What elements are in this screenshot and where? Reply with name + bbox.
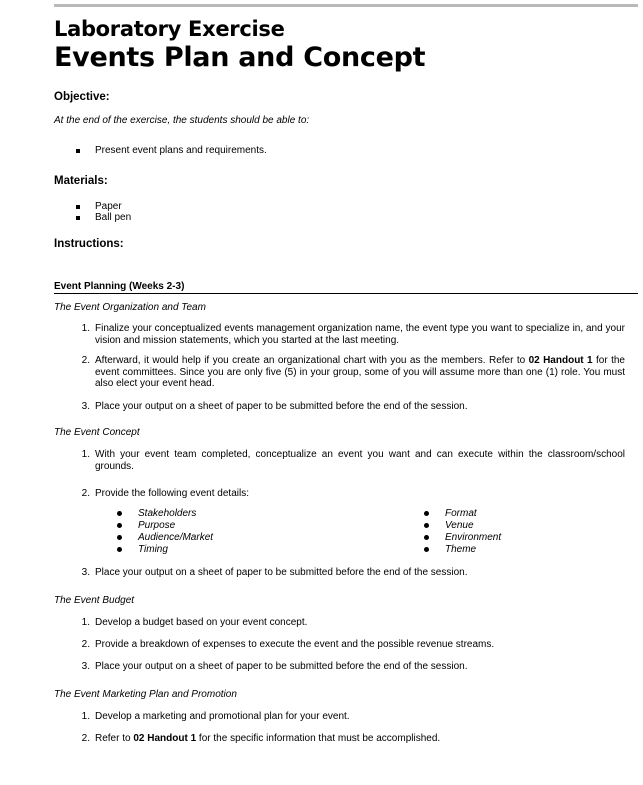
list-number: 3. — [81, 661, 90, 672]
bullet-dot-icon — [117, 547, 122, 552]
section-rule — [54, 293, 638, 294]
list-number: 2. — [81, 733, 90, 744]
detail-item: Format — [424, 508, 477, 520]
list-item: With your event team completed, conceptualize an event you want and can execute within the classroom/school grounds. — [95, 449, 625, 472]
list-number: 2. — [81, 488, 90, 499]
subsection-heading: The Event Budget — [54, 595, 135, 606]
list-item: Place your output on a sheet of paper to be submitted before the end of the session. — [95, 661, 468, 672]
page-title: Events Plan and Concept — [54, 42, 426, 73]
bullet-square-icon — [76, 149, 80, 153]
list-number: 3. — [81, 567, 90, 578]
page-title-label: Laboratory Exercise — [54, 17, 285, 41]
bullet-square-icon — [76, 205, 80, 209]
detail-item: Venue — [424, 520, 474, 532]
list-number: 1. — [81, 617, 90, 628]
list-item: Place your output on a sheet of paper to be submitted before the end of the session. — [95, 401, 468, 412]
detail-item: Environment — [424, 532, 501, 544]
section-heading: Event Planning (Weeks 2-3) — [54, 281, 185, 292]
list-number: 1. — [81, 711, 90, 722]
materials-item: Ball pen — [76, 212, 131, 224]
list-item: Afterward, it would help if you create an organizational chart with you as the members. Refer to 02 Handout 1 for the event committees. Since you are only five (5) in your group, some of you will assume more than one (1) role. You must also elect your event head. — [95, 355, 625, 389]
detail-item: Timing — [117, 544, 168, 556]
list-item: Place your output on a sheet of paper to be submitted before the end of the session. — [95, 567, 468, 578]
list-item: Provide the following event details: — [95, 488, 249, 499]
objective-heading: Objective: — [54, 91, 110, 103]
list-item: Develop a marketing and promotional plan for your event. — [95, 711, 350, 722]
detail-item: Purpose — [117, 520, 175, 532]
bullet-dot-icon — [424, 547, 429, 552]
list-item: Develop a budget based on your event concept. — [95, 617, 308, 628]
list-item: Finalize your conceptualized events management organization name, the event type you want to specialize in, and your vision and mission statements, which you started at the last meeting. — [95, 323, 625, 346]
list-number: 1. — [81, 449, 90, 460]
bullet-dot-icon — [424, 523, 429, 528]
materials-heading: Materials: — [54, 175, 108, 187]
list-number: 2. — [81, 639, 90, 650]
subsection-heading: The Event Marketing Plan and Promotion — [54, 689, 237, 700]
materials-item: Paper — [76, 201, 122, 213]
bullet-dot-icon — [117, 511, 122, 516]
bullet-dot-icon — [424, 511, 429, 516]
subsection-heading: The Event Concept — [54, 427, 140, 438]
objective-item: Present event plans and requirements. — [76, 145, 267, 157]
detail-item: Audience/Market — [117, 532, 213, 544]
detail-item: Stakeholders — [117, 508, 196, 520]
header-rule — [54, 4, 638, 7]
instructions-heading: Instructions: — [54, 238, 124, 250]
list-number: 1. — [81, 323, 90, 334]
list-number: 2. — [81, 355, 90, 366]
list-item: Provide a breakdown of expenses to execute the event and the possible revenue streams. — [95, 639, 495, 650]
detail-item: Theme — [424, 544, 476, 556]
handout-reference: 02 Handout 1 — [528, 355, 593, 366]
bullet-dot-icon — [117, 523, 122, 528]
bullet-dot-icon — [424, 535, 429, 540]
list-number: 3. — [81, 401, 90, 412]
objective-intro: At the end of the exercise, the students should be able to: — [54, 115, 310, 126]
bullet-square-icon — [76, 216, 80, 220]
handout-reference: 02 Handout 1 — [133, 733, 197, 744]
bullet-dot-icon — [117, 535, 122, 540]
list-item: Refer to 02 Handout 1 for the specific information that must be accomplished. — [95, 733, 441, 744]
subsection-heading: The Event Organization and Team — [54, 302, 206, 313]
